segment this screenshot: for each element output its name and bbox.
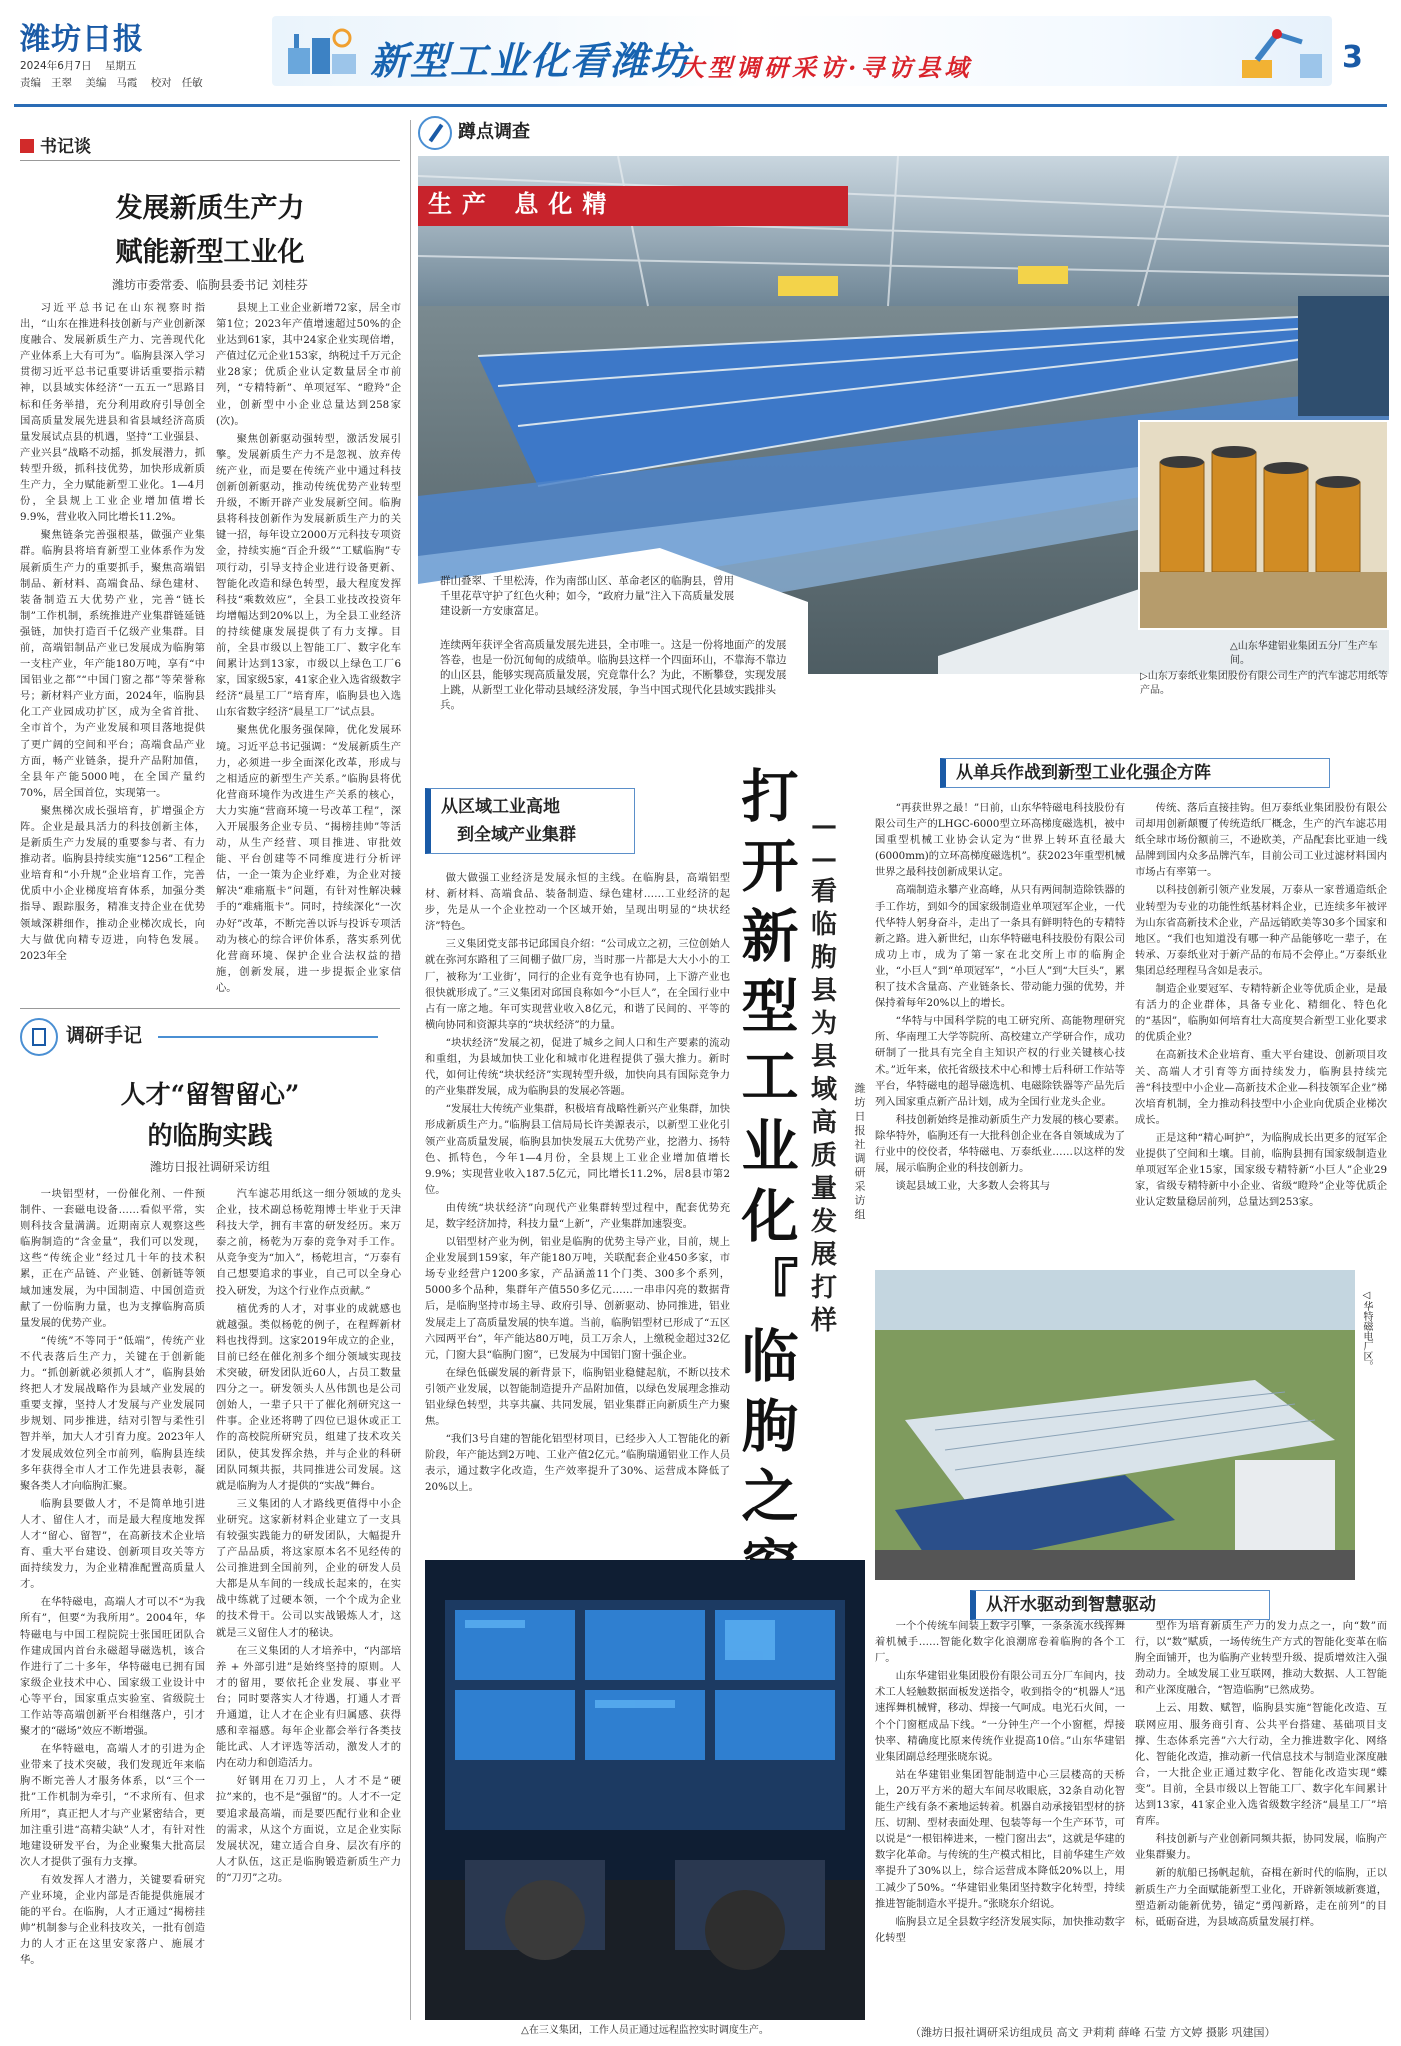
paragraph: 三义集团的人才路线更值得中小企业研究。这家新材料企业建立了一支具有较强实践能力的研发团队，大幅提升了产品品质，将这家原本名不见经传的公司推进到全国前列，企业的研发人员大都是从车间的一线成长起来的，在实战中练就了过硬本领，一个个成为企业的技术骨干。公司以实战锻炼人才，这就是三义留住人才的秘诀。 (216, 1497, 401, 1639)
paragraph: 高端制造永攀产业高峰，从只有两间制造除铁器的手工作坊，到如今的国家级制造业单项冠军企业，一代代华特人躬身奋斗，走出了一条具有鲜明特色的专精特新之路。进入新世纪，山东华特磁电科技股份有限公司成功上市，成为了第一家在北交所上市的临朐企业，“小巨人”到“单项冠军”，“小巨人”到“大巨头”，累积了技术含量高、产业链条长、带动能力强的优势，并保持着每年20%以上的增长。 (875, 884, 1125, 1010)
headline-glyph: 型 (741, 974, 799, 1040)
paragraph: 聚焦优化服务强保障，优化发展环境。习近平总书记强调：“发展新质生产力，必须进一步全面深化改革，形成与之相适应的新型生产关系。”临朐县将优化营商环境作为改进生产关系的核心，大力实施“营商环境一号改革工程”，深入开展服务企业专员、“揭榜挂帅”等活动，从生产经营、项目推进、审批效能、平台创建等不同维度进行分析评估，一企一策为企业纾难，为企业对接解决“难痛瓶卡”问题，有针对性解决棘手的“难痛瓶卡”。同时，持续深化“一次办好”改革，不断完善以诉与投诉专项活动为核心的综合评价体系，落实系列优化营商环境、保护企业合法权益的措施，创新发展，进一步提振企业家信心。 (216, 724, 401, 994)
paragraph: 临朐县立足全县数字经济发展实际，加快推动数字化转型 (875, 1915, 1125, 1944)
divider (20, 160, 400, 161)
vertical-headline (735, 762, 805, 1672)
proofreader-name: 任敏 (181, 77, 203, 89)
panel-spacer (430, 560, 440, 710)
column-divider (410, 120, 411, 2020)
subhead-line1: 从区域工业高地 (441, 797, 560, 817)
byline-glyph: 访 (854, 1194, 866, 1207)
intro-text-1: 群山叠翠、千里松涛，作为南部山区、革命老区的临朐县，曾用千里花草守护了红色火种；如今，“政府力量”注入下高质量发展建设新一方安康富足。 (440, 575, 735, 617)
pen-icon (418, 116, 452, 150)
intro-text-2: 连续两年获评全省高质量发展先进县，全市唯一。这是一份将地面产的发展答卷，也是一份沉甸甸的成绩单。临朐县这样一个四面环山，不靠海不靠边的山区县，能够实现高质量发展，究竟靠什么？为此，不断攀登，实现发展上跳，从新型工业化带动县域经济发展，争当中国式现代化县域实践排头兵。 (440, 639, 787, 711)
subhead-regional-to-cluster (425, 788, 635, 854)
section3-body-left (875, 1618, 1125, 2018)
paragraph: “华特与中国科学院的电工研究所、高能物理研究所、华南理工大学等院所、高校建立产学研合作，成功研制了一批具有完全自主知识产权的行业关键核心技术。”近年来，依托省级技术中心和博士后科研工作站等平台，华特磁电的超导磁选机、电磁除铁器等产品先后列入国家重点新产品计划，成为全国行业龙头企业。 (875, 1015, 1125, 1108)
headline-glyph: 『 (741, 1254, 799, 1320)
photo-caption-factory: △山东华建铝业集团五分厂生产车间。 (1230, 641, 1378, 666)
editor-label: 责编 (20, 77, 41, 89)
byline-glyph: 坊 (854, 1096, 866, 1109)
paragraph: 以科技创新引领产业发展，万泰从一家普通造纸企业转型为专业的功能性纸基材料企业，已连续多年被评为山东省高新技术企业，产品远销欧美等30多个国家和地区。“我们也知道没有哪一种产品能够吃一辈子，在转承、万泰纸业对于新产品的布局不会停止。”万泰纸业集团总经理程马含如是表示。 (1135, 884, 1387, 977)
section-tag-field-notes: 调研手记 (20, 1018, 400, 1056)
paragraph: 在华特磁电，高端人才的引进为企业带来了技术突破，我们发现近年来临朐不断完善人才服务体系，以“三个一批”工作机制为牵引，“不求所有、但求所用”，真正把人才与产业紧密结合，更加注重引进“高精尖缺”人才，有针对性地建设研发平台，为企业聚集大批高层次人才提供了强有力支撑。 (20, 1743, 205, 1868)
byline-glyph: 潍 (854, 1082, 866, 1095)
paragraph: 正是这种“精心呵护”，为临朐成长出更多的冠军企业提供了空间和土壤。目前，临朐县拥有国家级制造业单项冠军企业15家，国家级专精特新“小巨人”企业29家，省级专精特新中小企业、省级“瞪羚”企业等优质企业认定数量稳居前列，总量达到253家。 (1135, 1131, 1387, 1209)
headline-glyph: 开 (741, 834, 799, 900)
paragraph: 县规上工业企业新增72家，居全市第1位；2023年产值增速超过50%的企业达到61家，其中24家企业实现倍增，产值过亿元企业153家，纳税过千万元企业28家；优质企业认定数量居全市前列，“专精特新”、单项冠军、“瞪羚”企业，创新型中小企业总量达到258家(次)。 (216, 302, 401, 427)
headline-glyph: 打 (741, 764, 799, 830)
byline-glyph: 报 (854, 1124, 866, 1137)
subhead-sweat-to-smart: 从汗水驱动到智慧驱动 (970, 1590, 1270, 1620)
robot-arm-illustration-icon (1232, 20, 1328, 82)
paragraph: “传统”不等同于“低端”，传统产业不代表落后生产力，关键在于创新能力。“抓创新就必须抓人才”，临朐县始终把人才发展战略作为县域产业发展的重要支撑，坚持人才发展与产业发展同步规划、同步推进，结对引智与柔性引智并举，加大人才引育力度。2023年人才发展成效位列全市前列，临朐县连续多年获得全市人才工作先进县表彰，凝聚各类人才向临朐汇聚。 (20, 1334, 205, 1492)
control-room-caption: △在三义集团，工作人员正通过远程监控实时调度生产。 (521, 2025, 769, 2036)
section-tag-secretary-talk: 书记谈 (20, 132, 91, 157)
left-article-col2 (216, 300, 401, 1000)
paragraph: 好钢用在刀刃上，人才不是“硬拉”来的，也不是“强留”的。人才不一定要追求最高端，而是要匹配行业和企业的需求，从这个方面说，立足企业实际发展状况，建立适合自身、层次有序的人才队伍，这正是临朐锻造新质生产力的“刀刃”之功。 (216, 1775, 401, 1884)
notes-col2 (216, 1186, 401, 2014)
paragraph: 传统、落后直接挂钩。但万泰纸业集团股份有限公司却用创新颠覆了传统造纸厂概念，生产的汽车滤芯用纸全球市场份额前三，不逊欧美，产品配套比亚迪一线品牌到国内众多品牌汽车，目前公司工业过滤材料国内市场占有率第一。 (1135, 802, 1387, 879)
paragraph: 科技创新与产业创新同频共振，协同发展，临朐产业集群聚力。 (1135, 1833, 1387, 1862)
vertical-byline (852, 1082, 868, 1222)
paragraph: 在三义集团的人才培养中，“内部培养 + 外部引进”是始终坚持的原则。人才的留用，要依托企业发展、事业平台；同时要落实人才待遇，打通人才晋升通道，让人才在企业有归属感、获得感和幸福感。每年企业都会举行各类技能比武、人才评选等活动，激发人才的内在动力和创造活力。 (216, 1644, 401, 1770)
subheadline-glyph: 量 (810, 1174, 837, 1204)
designer-label: 美编 (85, 77, 107, 89)
paragraph: “我们3号自建的智能化铝型材项目，已经步入人工智能化的新阶段，年产能达到2万吨、工业产值2亿元。”临朐瑞通铝业工作人员表示，通过数字化改造，生产效率提升了30%、运营成本降低了20%以上。 (425, 1433, 730, 1494)
paragraph: 站在华建铝业集团智能制造中心三层楼高的天桥上，20万平方米的超大车间尽收眼底，32条自动化智能生产线有条不紊地运转着。机器自动承接铝型材的挤压、切割、型材表面处理、包装等每一个生产环节，可以说是“一根铝棒进来，一樘门窗出去”，这就是华建的数字化革命。与传统的生产模式相比，目前华建生产效率提升了30%以上，综合运营成本降低20%以上，用工减少了50%。“华建铝业集团坚持数字化转型，持续推进智能制造水平提升。”张晓东介绍说。 (875, 1768, 1125, 1910)
notes-title-line2: 的临朐实践 (147, 1121, 273, 1150)
aerial-plant-illustration (875, 1270, 1355, 1580)
paragraph: 由传统“块状经济”向现代产业集群转型过程中，配套优势充足，数字经济加持，科技力量“上新”，产业集群加速裂变。 (425, 1201, 730, 1230)
subheadline-glyph: 展 (810, 1240, 837, 1270)
paragraph: 汽车滤芯用纸这一细分领域的龙头企业，技术副总杨乾翔博士毕业于天津科技大学，拥有丰富的研发经历。来万泰之前，杨乾为万泰的竞争对手工作。从竞争变为“加入”，杨乾坦言，“万泰有自己想要追求的事业，自己可以全身心投入研发，为这个行业作点贡献。” (216, 1188, 401, 1297)
subheadline-glyph: 发 (810, 1207, 837, 1237)
issue-date: 2024年6月7日 (20, 60, 92, 72)
subheadline-glyph: — (811, 811, 837, 841)
subheadline-glyph: 县 (810, 976, 837, 1006)
paragraph: 型作为培育新质生产力的发力点之一，向“数”而行，以“数”赋质，一场传统生产方式的智能化变革在临朐全面铺开，也为临朐产业转型升级、提质增效注入强劲动力。全域发展工业互联网，推动大数据、人工智能和产业深度融合，“智造临朐”已然成势。 (1135, 1620, 1387, 1697)
banner-subtitle: 大型调研采访·寻访县域 (680, 53, 973, 82)
decor-line (158, 1036, 378, 1038)
paragraph: 临朐县要做人才，不是简单地引进人才、留住人才，而是最大程度地发挥人才“留心、留智”，在高新技术企业培育、重大平台建设、创新项目攻关等方面持续发力，为企业精准配置高质量人才。 (20, 1497, 205, 1591)
notes-byline: 潍坊日报社调研采访组 (149, 1160, 270, 1174)
paragraph: “块状经济”发展之初，促进了城乡之间人口和生产要素的流动和重组，为县域加快工业化和城市化进程提供了强大推力。新时代，如何让传统“块状经济”实现转型升级，加快向具有国际竞争力的产业集群发展，成为临朐县的发展必答题。 (425, 1036, 730, 1098)
paragraph: 一个个传统车间装上数字引擎，一条条流水线挥舞着机械手……智能化数字化浪潮席卷着临朐的各个工厂。 (875, 1620, 1125, 1665)
page-number: 3 (1342, 40, 1363, 75)
headline-glyph: 之 (741, 1464, 799, 1530)
article-title-line1: 发展新质生产力 (115, 193, 305, 224)
filter-products-illustration (1140, 422, 1389, 630)
reporting-team-credit: （潍坊日报社调研采访组成员 高文 尹莉莉 薛峰 石莹 方文婷 摄影 巩建国） (910, 2026, 1276, 2039)
paragraph: 三义集团党支部书记邱国良介绍：“公司成立之初，三位创始人就在弥河东路租了三间棚子做厂房，当时那一片都是大大小小的工厂，被称为‘工业街’，同行的企业有竞争也有协同，上下游产业也很快就形成了。”三义集团对邱国良称如今“小巨人”，在全国行业中占有一席之地。年可实现营业收入8亿元，和谐了民间的、平等的横向协同和资源共享的“块状经济”的力量。 (425, 938, 730, 1031)
headline-glyph: 化 (741, 1184, 799, 1250)
paragraph: 谈起县域工业，大多数人会将其与 (895, 1180, 1051, 1193)
filter-products-photo (1138, 420, 1389, 630)
paragraph: “再获世界之最！”日前，山东华特磁电科技股份有限公司生产的LHGC-6000型立环高梯度磁选机，被中国重型机械工业协会认定为“世界上转环直径最大(6000mm)的立环高梯度磁选机”。获2023年重型机械世界之最科技创新成果认定。 (875, 802, 1125, 879)
proofreader-label: 校对 (150, 77, 172, 89)
byline-glyph: 组 (854, 1208, 866, 1221)
headline-glyph: 工 (741, 1044, 799, 1110)
subheadline-glyph: 样 (810, 1306, 837, 1336)
subheadline-glyph: 县 (810, 1042, 837, 1072)
paragraph: 科技创新始终是推动新质生产力发展的核心要素。除华特外，临朐还有一大批科创企业在各自领域成为了行业中的佼佼者，华特磁电、万泰纸业……以这样的发展，展示临朐企业的科技创新力。 (875, 1113, 1125, 1175)
paragraph: 在高新技术企业培育、重大平台建设、创新项目攻关、高端人才引育等方面持续发力，临朐县持续完善“科技型中小企业—高新技术企业—科技领军企业”梯次培育机制，全力推动科技型中小企业向优质企业梯次成长。 (1135, 1049, 1387, 1126)
page-header (0, 0, 1401, 100)
notes-title-line1: 人才“留智留心” (120, 1080, 300, 1109)
factory-banner-text: 生产 息化精 (428, 189, 617, 218)
paragraph: 聚焦梯次成长强培育，扩增强企方阵。企业是最具活力的科技创新主体，是新质生产力发展的重要参与者、有力推动者。临朐县持续实施“1256”工程企业培育和“小升规”企业培育工作，完善优质中小企业梯度培育体系，加强分类指导、跟踪服务，精准支持企业在优势领域深耕细作，推动企业梯次成长，向大与做优向精专迈进，向特色发展。2023年全 (20, 804, 205, 962)
aerial-plant-photo (875, 1270, 1355, 1580)
subheadline-glyph: 为 (810, 1009, 837, 1039)
headline-glyph: 业 (741, 1114, 799, 1180)
byline-glyph: 调 (854, 1152, 866, 1165)
banner-title: 新型工业化看潍坊 (370, 39, 691, 83)
headline-glyph: 朐 (741, 1394, 799, 1460)
paragraph: 聚焦创新驱动强转型，激活发展引擎。发展新质生产力不是忽视、放弃传统产业，而是要在传统产业中通过科技创新创新驱动，推动传统优势产业转型升级，不断开辟产业发展新空间。临朐县将科技创新作为发展新质生产力的关键一招，每年设立2000万元科技专项资金，持续实施“百企升级”“工赋临朐”专项行动，引导支持企业进行设备更新、智能化改造和绿色转型，最大程度发挥科技“乘数效应”，全县工业技改投资年均增幅达到20%以上，为全县工业经济的持续健康发展提供了有力支撑。目前，全县市级以上智能工厂、数字化车间累计达到13家，市级以上绿色工厂6家，国家级5家，41家企业入选省级数字经济“晨星工厂”培育库，临朐县也入选山东省数字经济“晨星工厂”试点县。 (216, 432, 401, 719)
subheadline-glyph: 打 (810, 1273, 837, 1303)
header-meta (20, 58, 213, 92)
control-room-illustration (425, 1560, 865, 2020)
header-rule (14, 104, 1387, 107)
subhead-solo-to-fleet: 从单兵作战到新型工业化强企方阵 (940, 758, 1330, 788)
subhead-line2: 到全域产业集群 (457, 825, 576, 845)
paragraph: 在华特磁电，高端人才可以不“为我所有”，但要“为我所用”。2004年，华特磁电与中国工程院院士张国旺团队合作建成国内首台永磁超导磁选机，该合作进行了二十多年，华特磁电已拥有国家级企业技术中心、国家级工业设计中心等平台，国家重点实验室、省级院士工作站等高端创新平台相继落户，引才聚才的“磁场”效应不断增强。 (20, 1596, 205, 1738)
section3-body-right (1135, 1618, 1387, 2018)
article-byline: 潍坊市委常委、临朐县委书记 刘桂芬 (112, 278, 308, 292)
subheadline-glyph: 看 (810, 877, 837, 907)
notes-col1 (20, 1186, 205, 2014)
subheadline-glyph: — (811, 844, 837, 874)
paragraph: 一块铝型材，一份催化剂、一件预制件、一套磁电设备……看似平常，实则科技含量满满。近期南京人观察这些临朐制造的“含金量”，我们可以发现，这些“传统企业”经过几十年的技术积累，正在产品链、产业链、创新链等领域加速发展，为中国制造、中国创造贡献了一份临朐力量，也为支撑临朐高质量发展的优势产业。 (20, 1188, 205, 1329)
paragraph: 习近平总书记在山东视察时指出，“山东在推进科技创新与产业创新深度融合、发展新质生产力、完善现代化产业体系上大有可为”。临朐县深入学习贯彻习近平总书记重要讲话重要指示精神，以县域实体经济“一五五一”思路目标和任务举措，充分利用政府引导创全国高质量发展先进县和省县域经济高质量发展试点县的机遇，坚持“工业强县、产业兴县”战略不动摇，抓发展潜力，抓转型升级，抓科技优势，加快形成新质生产力，全力赋能新型工业化。1—4月份，全县规上工业企业增加值增长9.9%，营业收入同比增长11.2%。 (20, 302, 205, 524)
paragraph: 山东华建铝业集团股份有限公司五分厂车间内，技术工人轻触数据面板发送指令，收到指令的“机器人”迅速挥舞机械臂，移动、焊接一气呵成。电光石火间，一个个门窗框成品下线。“一分钟生产一个小窗框，焊接快率、精确度比原来传统作业提高10倍。”山东华建铝业集团副总经理张晓东说。 (875, 1670, 1125, 1763)
paragraph: 新的航船已扬帆起航，奋楫在新时代的临朐，正以新质生产力全面赋能新型工业化，开辟新领域新赛道，塑造新动能新优势，锚定“勇闯新路，走在前列”的目标，砥砺奋进，为县域高质量发展打样。 (1135, 1867, 1387, 1928)
vertical-subheadline (804, 810, 844, 1338)
photo-caption-filters: ▷山东万泰纸业集团股份有限公司生产的汽车滤芯用纸等产品。 (1140, 671, 1388, 696)
divider (20, 1008, 400, 1009)
control-room-photo (425, 1560, 865, 2020)
headline-glyph: 临 (741, 1324, 799, 1390)
paragraph: 植优秀的人才，对事业的成就感也就越强。类似杨乾的例子，在程辉新材料也找得到。这家2019年成立的企业，目前已经在催化剂多个细分领域实现技术突破，研发团队近60人，占员工数量四分之一。研发领头人丛伟凯也是公司创始人，一辈子只干了催化剂研究这一件事。企业还将聘了四位已退休或正工作的高校院所研究员，组建了技术攻关团队，使其发挥余热，并与企业的科研团队同频共振，共同推进公司发展。这就是临朐为人才提供的“实战”舞台。 (216, 1302, 401, 1492)
factory-illustration-icon (282, 24, 362, 80)
section-tag-investigation: 蹲点调查 (418, 116, 530, 150)
paragraph: “发展壮大传统产业集群，积极培育战略性新兴产业集群，加快形成新质生产力。”临朐县工信局局长许美源表示，以新型工业化引领产业高质量发展，临朐县加快发展五大优势产业，挖潜力、扬特色、抓特色，今年1—4月份，全县规上工业企业增加值增长9.9%；实现营业收入187.5亿元，同比增长11.2%，居8县市第2位。 (425, 1103, 730, 1196)
editor-name: 王翠 (51, 77, 72, 89)
red-square-icon (20, 139, 34, 153)
subheadline-glyph: 高 (810, 1108, 837, 1138)
subheadline-glyph: 临 (810, 910, 837, 940)
byline-glyph: 研 (854, 1166, 866, 1179)
aerial-caption: ◁华特磁电厂区。 (1361, 1290, 1372, 1371)
headline-glyph: 新 (741, 904, 799, 970)
byline-glyph: 采 (854, 1180, 866, 1193)
paragraph: 以铝型材产业为例，铝业是临朐的优势主导产业，目前，规上企业发展到159家，年产能180万吨，关联配套企业450多家，市场专业经营户1200多家，产品涵盖11个门类、300多个系列，5000多个品种，集群年产值550多亿元……一串串闪亮的数据背后，是临朐坚持市场主导、政府引导、创新驱动、协同推进，铝业发展走上了高质量发展的快车道。当前，临朐铝型材已形成了“五区六园两平台”，年产能达80万吨，员工万余人，上缴税金超过32亿元，门窗大县“临朐门窗”，已发展为中国铝门窗十强企业。 (425, 1236, 730, 1361)
paragraph: 制造企业要冠军、专精特新企业等优质企业，是最有活力的企业群体，具备专业化、精细化、特色化的“基因”，临朐如何培育壮大高度契合新型工业化要求的优质企业？ (1135, 983, 1387, 1044)
notebook-icon (20, 1018, 58, 1056)
issue-weekday: 星期五 (104, 60, 137, 72)
paragraph: 做大做强工业经济是发展永恒的主线。在临朐县，高端铝型材、新材料、高端食品、装备制造、绿色建材……工业经济的起步，先是从一个企业控动一个区域开始，呈现出明显的“块状经济”特色。 (425, 872, 730, 933)
subheadline-glyph: 域 (810, 1075, 837, 1105)
subheadline-glyph: 质 (810, 1141, 837, 1171)
paragraph: 在绿色低碳发展的新背景下，临朐铝业稳健起航，不断以技术引领产业发展，以智能制造提升产品附加值，以绿色发展理念推动铝业绿色转型，共享共赢、共同发展，铝业集群正向新质生产力聚焦。 (425, 1366, 730, 1428)
paragraph: 聚焦链条完善强根基，做强产业集群。临朐县将培育新型工业体系作为发展新质生产力的重要抓手，聚焦高端铝制品、新材料、高端食品、绿色建材、装备制造五大优势产业，完善“链长制”工作机制，系统推进产业集群链延链强链，加快打造百千亿级产业集群。目前，高端铝制品产业已发展成为临朐第一支柱产业，年产能180万吨，享有“中国铝业之都”“中国门窗之都”等荣誉称号；新材料产业方面，2024年，临朐县化工产业园成功扩区，成为全省首批、全市首个，为产业发展和项目落地提供了更广阔的空间和平台；高端食品产业方面，畅产业链条，提升产品附加值，全县年产能5000吨，在全国产量约70%，居全国首位，实现第一。 (20, 529, 205, 799)
paragraph: 上云、用数、赋智，临朐县实施“智能化改造、互联网应用、服务商引育、公共平台搭建、基础项目支撑、生态体系完善”六大行动，全力推进数字化、网络化、智能化改造，推动新一代信息技术与制造业深度融合，一大批企业正通过数字化、智能化改造实现“蝶变”。目前，全县市级以上智能工厂、数字化车间累计达到13家，41家企业入选省级数字经济“晨星工厂”培育库。 (1135, 1702, 1387, 1828)
subheadline-glyph: 朐 (810, 943, 837, 973)
designer-name: 马霞 (116, 77, 138, 89)
paragraph: 有效发挥人才潜力，关键要看研究产业环境，企业内部是否能提供施展才能的平台。在临朐，人才正通过“揭榜挂帅”机制参与企业科技攻关，一批有创造力的人才正在这里安家落户、施展才华。 (20, 1873, 205, 1967)
byline-glyph: 日 (854, 1110, 866, 1123)
newspaper-logo: 潍坊日报 (20, 22, 144, 57)
left-article-col1 (20, 300, 205, 1000)
article-title-line2: 赋能新型工业化 (115, 237, 305, 268)
byline-glyph: 社 (854, 1138, 866, 1151)
